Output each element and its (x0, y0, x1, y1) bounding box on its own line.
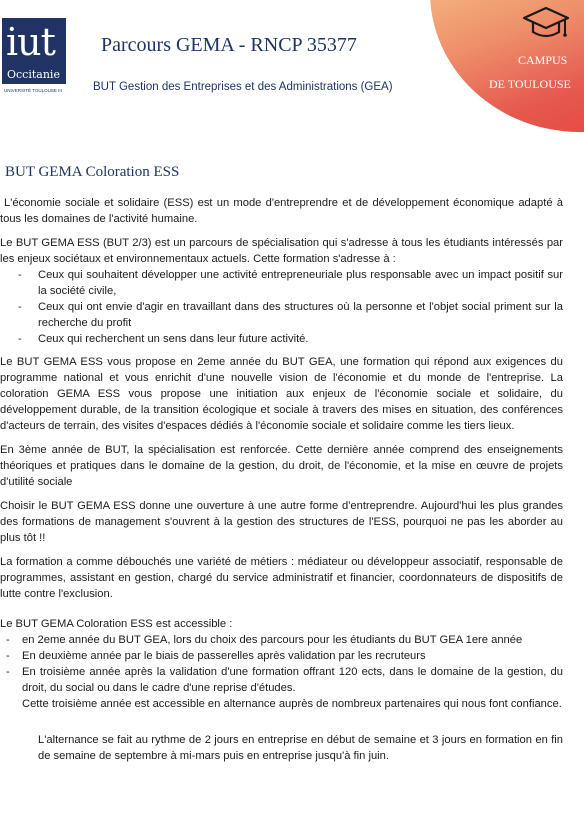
campus-label: CAMPUS (518, 53, 568, 67)
paragraph-why-choose: Choisir le BUT GEMA ESS donne une ouverture à une autre forme d'entreprendre. Aujourd'hui les plus grandes des formations de management s'ouvrent à la gestion des structures de l'ESS, pourquoi ne pas les aborder au plus tôt !! (0, 500, 563, 544)
section-heading: BUT GEMA Coloration ESS (5, 164, 180, 180)
paragraph-careers: La formation a comme débouchés une variété de métiers : médiateur ou développeur associatif, responsable de programmes, assistant en gestion, chargé du service administratif et financier, coordonnateurs de dispositifs de lutte contre l'exclusion. (0, 556, 563, 600)
page-subtitle: BUT Gestion des Entreprises et des Administrations (GEA) (93, 81, 393, 93)
paragraph-3rd-year: En 3ème année de BUT, la spécialisation est renforcée. Cette dernière année comprend des enseignements théoriques et pratiques dans le domaine de la gestion, du droit, de l'économie, et la mise en œuvre de projets d'utilité sociale (0, 444, 563, 488)
graduation-cap-icon (521, 4, 571, 44)
access-list (0, 632, 563, 712)
campus-city-label: DE TOULOUSE (489, 77, 571, 91)
paragraph-audience-intro: Le BUT GEMA ESS (BUT 2/3) est un parcours de spécialisation qui s'adresse à tous les étudiants intéressés par les enjeux sociétaux et environnementaux actuels. Cette formation s'adresse à : (0, 237, 563, 265)
logo-tagline: UNIVERSITÉ TOULOUSE III (4, 88, 62, 93)
paragraph-alternance: L'alternance se fait au rythme de 2 jours en entreprise en début de semaine et 3 jours en formation en fin de semaine de septembre à mi-mars puis en entreprise jusqu'à fin juin. (38, 734, 563, 762)
list-item: - Ceux qui recherchent un sens dans leur future activité. (0, 331, 563, 347)
iut-occitanie-logo (2, 18, 66, 98)
logo-region-text: Occitanie (7, 68, 60, 81)
list-item: - Ceux qui ont envie d'agir en travaillant dans des structures où la personne et l'objet social priment sur la recherche du profit (0, 299, 563, 331)
paragraph-access-intro: Le BUT GEMA Coloration ESS est accessible : (0, 618, 233, 630)
logo-iut-text: iut (6, 20, 55, 64)
paragraph-2nd-year: Le BUT GEMA ESS vous propose en 2eme année du BUT GEA, une formation qui répond aux exigences du programme national et vous enrichit d'une nouvelle vision de l'économie et du monde de l'entreprise. La coloration GEMA ESS vous propose une initiation aux enjeux de l'économie sociale et solidaire, du développement durable, de la transition écologique et sociale à travers des mises en situation, des conférences d'acteurs de terrain, des visites d'espaces dédiés à l'économie sociale et solidaire comme les tiers lieux. (0, 356, 563, 432)
list-item-text: En troisième année après la validation d'une formation offrant 120 ects, dans le domaine de la gestion, du droit, du social ou dans le cadre d'une reprise d'études. (22, 666, 563, 694)
list-item (0, 664, 563, 712)
list-item: - En deuxième année par le biais de passerelles après validation par les recruteurs (0, 648, 563, 664)
logo-box (2, 18, 66, 84)
list-item-note: Cette troisième année est accessible en alternance auprès de nombreux partenaires qui nous font confiance. (22, 698, 562, 710)
page-title: Parcours GEMA - RNCP 35377 (101, 34, 357, 56)
list-item: - en 2eme année du BUT GEA, lors du choix des parcours pour les étudiants du BUT GEA 1ere année (0, 632, 563, 648)
document-body (0, 195, 563, 772)
paragraph-intro: L'économie sociale et solidaire (ESS) est un mode d'entreprendre et de développement économique adapté à tous les domaines de l'activité humaine. (0, 197, 563, 225)
audience-list (0, 267, 563, 347)
list-item: - Ceux qui souhaitent développer une activité entrepreneuriale plus responsable avec un impact positif sur la société civile, (0, 267, 563, 299)
